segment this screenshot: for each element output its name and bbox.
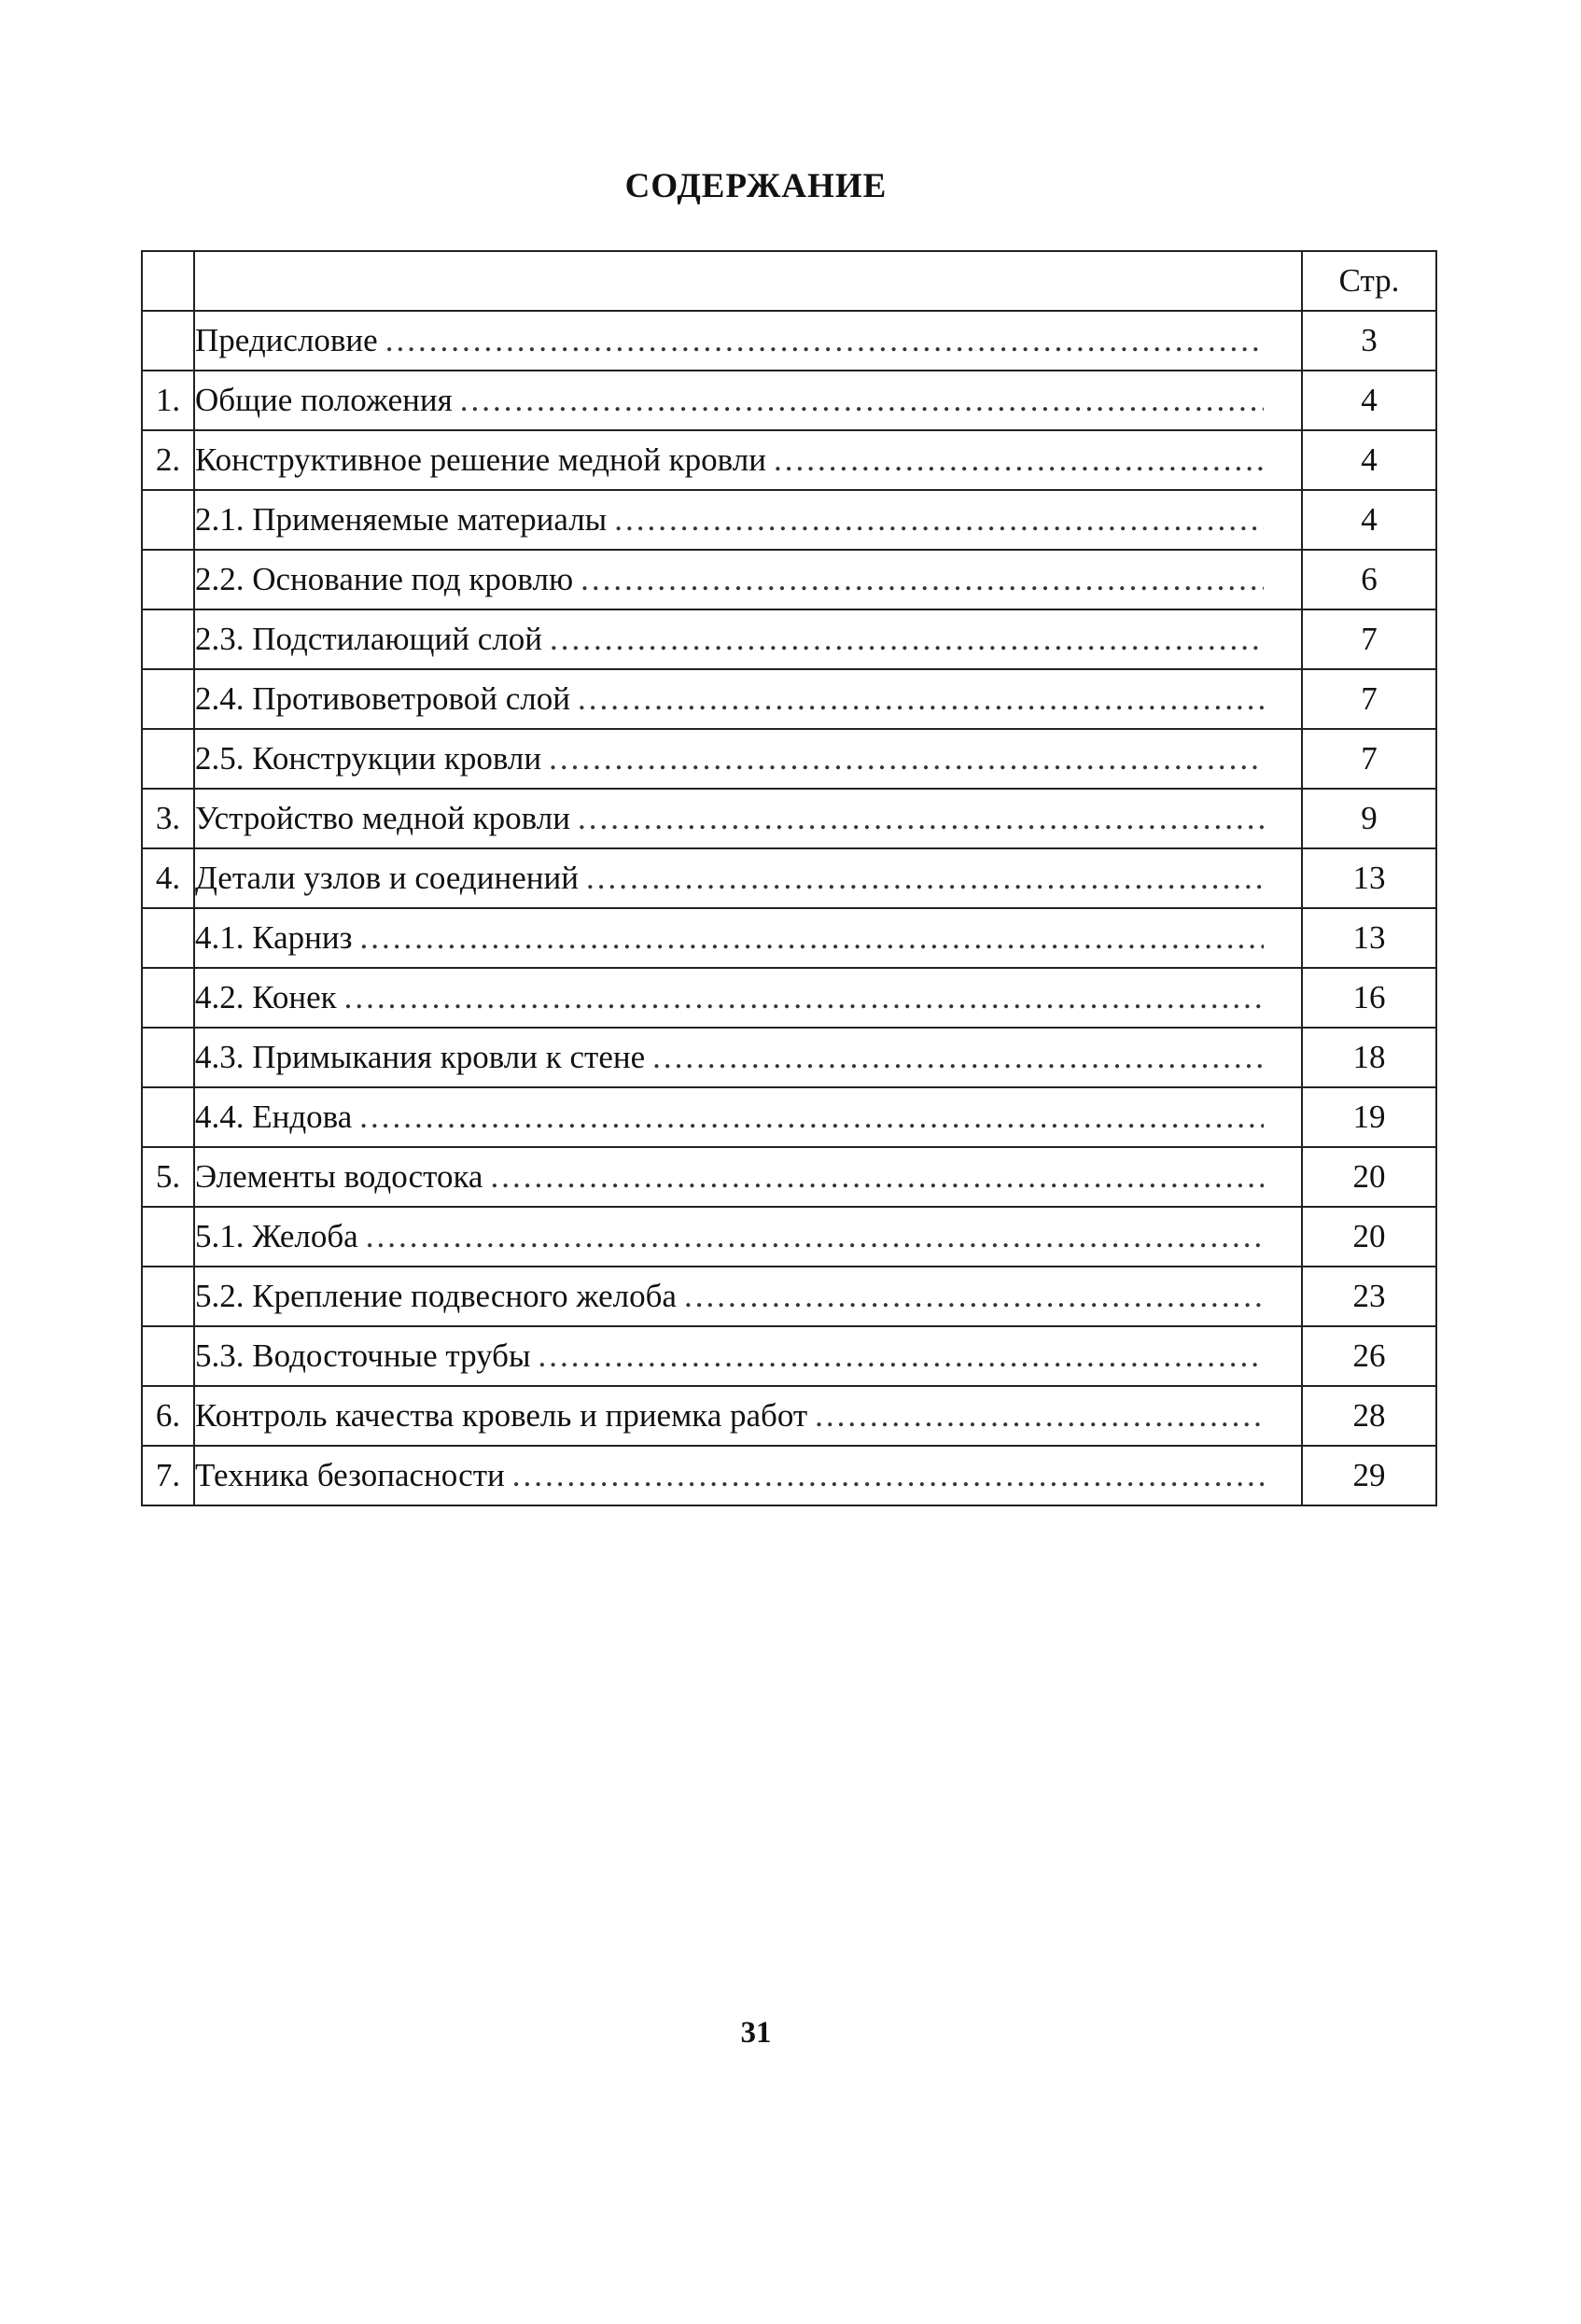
table-row bbox=[142, 609, 1436, 669]
dot-leader bbox=[578, 680, 1264, 718]
dot-leader bbox=[549, 740, 1264, 777]
section-entry bbox=[194, 1087, 1302, 1147]
section-title: 5.3. Водосточные трубы bbox=[195, 1337, 531, 1374]
section-number bbox=[142, 968, 194, 1028]
section-entry bbox=[194, 1147, 1302, 1207]
page-number-cell: 16 bbox=[1302, 968, 1436, 1028]
dot-leader bbox=[460, 382, 1264, 419]
table-row bbox=[142, 1446, 1436, 1505]
number-header-cell bbox=[142, 251, 194, 311]
page-number: 31 bbox=[740, 2016, 772, 2050]
table-row bbox=[142, 430, 1436, 490]
section-number: 1. bbox=[142, 371, 194, 430]
section-number: 2. bbox=[142, 430, 194, 490]
dot-leader bbox=[586, 860, 1264, 897]
page-number-cell: 13 bbox=[1302, 848, 1436, 908]
section-entry bbox=[194, 968, 1302, 1028]
page-number-cell: 4 bbox=[1302, 430, 1436, 490]
dot-leader bbox=[581, 561, 1264, 598]
table-row bbox=[142, 1207, 1436, 1267]
section-number bbox=[142, 1087, 194, 1147]
table-row bbox=[142, 729, 1436, 789]
section-entry bbox=[194, 1326, 1302, 1386]
table-row bbox=[142, 1028, 1436, 1087]
page-number-cell: 23 bbox=[1302, 1267, 1436, 1326]
section-number bbox=[142, 908, 194, 968]
table-row bbox=[142, 371, 1436, 430]
dot-leader bbox=[366, 1218, 1264, 1255]
section-number bbox=[142, 550, 194, 609]
page-number-cell: 13 bbox=[1302, 908, 1436, 968]
table-row bbox=[142, 311, 1436, 371]
section-title: 4.2. Конек bbox=[195, 979, 337, 1015]
dot-leader bbox=[490, 1158, 1264, 1196]
section-number: 4. bbox=[142, 848, 194, 908]
section-number bbox=[142, 1267, 194, 1326]
table-row bbox=[142, 1326, 1436, 1386]
section-entry bbox=[194, 908, 1302, 968]
section-entry bbox=[194, 1028, 1302, 1087]
page-number-cell: 3 bbox=[1302, 311, 1436, 371]
section-number bbox=[142, 1028, 194, 1087]
table-row bbox=[142, 968, 1436, 1028]
table-row bbox=[142, 669, 1436, 729]
section-title: 2.1. Применяемые материалы bbox=[195, 501, 608, 538]
section-number: 5. bbox=[142, 1147, 194, 1207]
section-number bbox=[142, 609, 194, 669]
page-title: СОДЕРЖАНИЕ bbox=[624, 167, 888, 205]
dot-leader bbox=[774, 441, 1264, 479]
dot-leader bbox=[385, 322, 1264, 359]
table-row bbox=[142, 908, 1436, 968]
dot-leader bbox=[652, 1039, 1264, 1076]
page-number-cell: 28 bbox=[1302, 1386, 1436, 1446]
section-title: Контроль качества кровель и приемка работ bbox=[195, 1397, 808, 1434]
section-entry bbox=[194, 371, 1302, 430]
dot-leader bbox=[512, 1457, 1264, 1494]
section-title: 4.4. Ендова bbox=[195, 1099, 353, 1135]
page-header-cell: Стр. bbox=[1302, 251, 1436, 311]
section-title: Предисловие bbox=[195, 322, 378, 358]
dot-leader bbox=[359, 919, 1264, 957]
section-title: 5.1. Желоба bbox=[195, 1218, 358, 1254]
section-number bbox=[142, 729, 194, 789]
section-number bbox=[142, 1207, 194, 1267]
section-number bbox=[142, 490, 194, 550]
contents-table bbox=[141, 250, 1437, 1506]
table-row bbox=[142, 1087, 1436, 1147]
dot-leader bbox=[359, 1099, 1264, 1136]
section-title: 2.2. Основание под кровлю bbox=[195, 561, 574, 597]
section-entry bbox=[194, 1446, 1302, 1505]
dot-leader bbox=[815, 1397, 1264, 1435]
table-row bbox=[142, 550, 1436, 609]
dot-leader bbox=[614, 501, 1264, 539]
section-title: 5.2. Крепление подвесного желоба bbox=[195, 1278, 677, 1314]
section-title: Конструктивное решение медной кровли bbox=[195, 441, 766, 478]
dot-leader bbox=[578, 800, 1264, 837]
dot-leader bbox=[550, 621, 1264, 658]
page-number-cell: 4 bbox=[1302, 371, 1436, 430]
section-entry bbox=[194, 311, 1302, 371]
table-row bbox=[142, 1386, 1436, 1446]
section-title: 2.5. Конструкции кровли bbox=[195, 740, 542, 777]
table-header-row bbox=[142, 251, 1436, 311]
section-entry bbox=[194, 609, 1302, 669]
title-header-cell bbox=[194, 251, 1302, 311]
page-number-cell: 19 bbox=[1302, 1087, 1436, 1147]
page-number-cell: 7 bbox=[1302, 669, 1436, 729]
section-entry bbox=[194, 430, 1302, 490]
dot-leader bbox=[684, 1278, 1264, 1315]
page-number-cell: 6 bbox=[1302, 550, 1436, 609]
section-entry bbox=[194, 848, 1302, 908]
section-title: Общие положения bbox=[195, 382, 453, 418]
page-number-cell: 9 bbox=[1302, 789, 1436, 848]
section-number: 7. bbox=[142, 1446, 194, 1505]
section-title: 4.3. Примыкания кровли к стене bbox=[195, 1039, 646, 1075]
page-number-cell: 20 bbox=[1302, 1207, 1436, 1267]
section-number: 3. bbox=[142, 789, 194, 848]
page-number-cell: 4 bbox=[1302, 490, 1436, 550]
dot-leader bbox=[539, 1337, 1265, 1375]
section-title: Элементы водостока bbox=[195, 1158, 483, 1195]
section-entry bbox=[194, 490, 1302, 550]
section-entry bbox=[194, 789, 1302, 848]
page-number-cell: 18 bbox=[1302, 1028, 1436, 1087]
table-row bbox=[142, 789, 1436, 848]
section-number bbox=[142, 1326, 194, 1386]
section-title: Техника безопасности bbox=[195, 1457, 505, 1493]
section-number bbox=[142, 311, 194, 371]
section-entry bbox=[194, 1207, 1302, 1267]
page-number-cell: 20 bbox=[1302, 1147, 1436, 1207]
table-row bbox=[142, 1267, 1436, 1326]
section-number bbox=[142, 669, 194, 729]
dot-leader bbox=[344, 979, 1264, 1016]
section-title: Устройство медной кровли bbox=[195, 800, 570, 836]
section-entry bbox=[194, 1267, 1302, 1326]
section-title: 2.4. Противоветровой слой bbox=[195, 680, 570, 717]
page-number-cell: 29 bbox=[1302, 1446, 1436, 1505]
section-entry bbox=[194, 669, 1302, 729]
page-number-cell: 7 bbox=[1302, 609, 1436, 669]
page-number-cell: 7 bbox=[1302, 729, 1436, 789]
page-number-cell: 26 bbox=[1302, 1326, 1436, 1386]
table-row bbox=[142, 490, 1436, 550]
section-number: 6. bbox=[142, 1386, 194, 1446]
section-title: 4.1. Карниз bbox=[195, 919, 353, 956]
section-title: 2.3. Подстилающий слой bbox=[195, 621, 542, 657]
section-entry bbox=[194, 729, 1302, 789]
table-row bbox=[142, 1147, 1436, 1207]
section-title: Детали узлов и соединений bbox=[195, 860, 579, 896]
table-row bbox=[142, 848, 1436, 908]
section-entry bbox=[194, 550, 1302, 609]
section-entry bbox=[194, 1386, 1302, 1446]
